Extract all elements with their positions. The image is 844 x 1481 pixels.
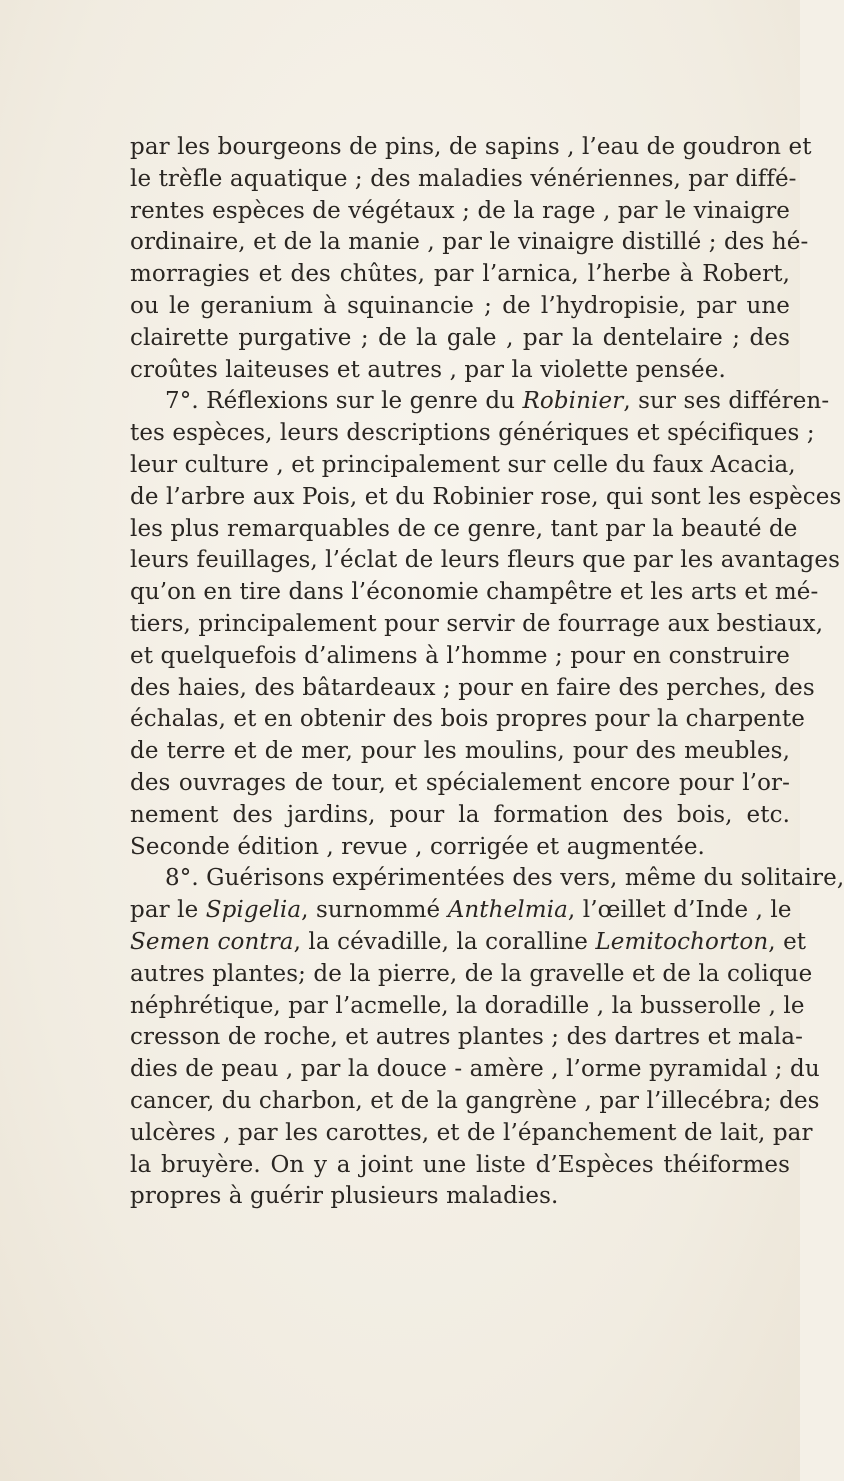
text-line: cancer, du charbon, et de la gangrène , par l’illecébra; des — [130, 1087, 820, 1114]
text-line: ulcères , par les carottes, et de l’épanchement de lait, par — [130, 1119, 813, 1146]
text-line: dies de peau , par la douce - amère , l’orme pyramidal ; du — [130, 1056, 820, 1083]
text-line: propres à guérir plusieurs maladies. — [130, 1183, 559, 1210]
text-line: néphrétique, par l’acmelle, la doradille , la busserolle , le — [130, 992, 805, 1019]
text-line: les plus remarquables de ce genre, tant par la beauté de — [130, 515, 798, 542]
text-line: autres plantes; de la pierre, de la gravelle et de la colique — [130, 960, 813, 987]
text-segment: , et — [768, 928, 807, 955]
text-line: leur culture , et principalement sur celle du faux Acacia, — [130, 451, 796, 478]
text-line: Seconde édition , revue , corrigée et augmentée. — [130, 833, 705, 860]
text-line: qu’on en tire dans l’économie champêtre et les arts et mé- — [130, 579, 819, 606]
text-segment: , l’œillet d’Inde , le — [567, 897, 792, 924]
text-line: cresson de roche, et autres plantes ; des dartres et mala- — [130, 1024, 803, 1051]
text-line: morragies et des chûtes, par l’arnica, l’herbe à Robert, — [130, 261, 790, 288]
text-segment: , sur ses différen- — [623, 388, 830, 415]
text-line: nement des jardins, pour la formation des bois, etc. — [130, 801, 790, 828]
body-text — [130, 132, 844, 1213]
text-line: ordinaire, et de la manie , par le vinaigre distillé ; des hé- — [130, 229, 809, 256]
text-line: tiers, principalement pour servir de fourrage aux bestiaux, — [130, 610, 824, 637]
text-line: des haies, des bâtardeaux ; pour en faire des perches, des — [130, 674, 815, 701]
text-line: clairette purgative ; de la gale , par la dentelaire ; des — [130, 324, 790, 351]
text-line: par les bourgeons de pins, de sapins , l’eau de goudron et — [130, 134, 812, 160]
text-line: de l’arbre aux Pois, et du Robinier rose, qui sont les espèces — [130, 483, 842, 510]
italic-term: Robinier — [522, 388, 624, 415]
text-line: la bruyère. On y a joint une liste d’Espèces théiformes — [130, 1151, 790, 1178]
text-line: de terre et de mer, pour les moulins, pour des meubles, — [130, 738, 790, 765]
text-segment: , surnommé — [301, 897, 448, 924]
text-line — [130, 386, 830, 418]
italic-term: Spigelia — [205, 897, 302, 924]
text-line: croûtes laiteuses et autres , par la violette pensée. — [130, 356, 726, 383]
text-line — [130, 863, 844, 895]
text-segment: par le — [130, 897, 206, 924]
text-line: échalas, et en obtenir des bois propres pour la charpente — [130, 706, 805, 733]
text-line: des ouvrages de tour, et spécialement encore pour l’or- — [130, 769, 790, 796]
italic-term: Anthelmia — [447, 897, 568, 924]
italic-term: Semen contra — [130, 928, 294, 955]
text-line: le trèfle aquatique ; des maladies vénériennes, par diffé- — [130, 165, 797, 192]
text-line: ou le geranium à squinancie ; de l’hydropisie, par une — [130, 292, 790, 319]
text-line: rentes espèces de végétaux ; de la rage , par le vinaigre — [130, 197, 790, 224]
text-segment: , la cévadille, la coralline — [293, 928, 596, 955]
italic-term: Lemitochorton — [595, 928, 769, 955]
text-line: leurs feuillages, l’éclat de leurs fleurs que par les avantages — [130, 547, 840, 574]
text-line — [130, 895, 790, 927]
text-segment: 8°. Guérisons expérimentées des vers, même du solitaire, — [165, 865, 844, 892]
text-segment: 7°. Réflexions sur le genre du — [165, 388, 523, 415]
text-line: tes espèces, leurs descriptions génériques et spécifiques ; — [130, 420, 815, 447]
text-line: et quelquefois d’alimens à l’homme ; pour en construire — [130, 642, 790, 669]
text-line — [130, 927, 807, 959]
